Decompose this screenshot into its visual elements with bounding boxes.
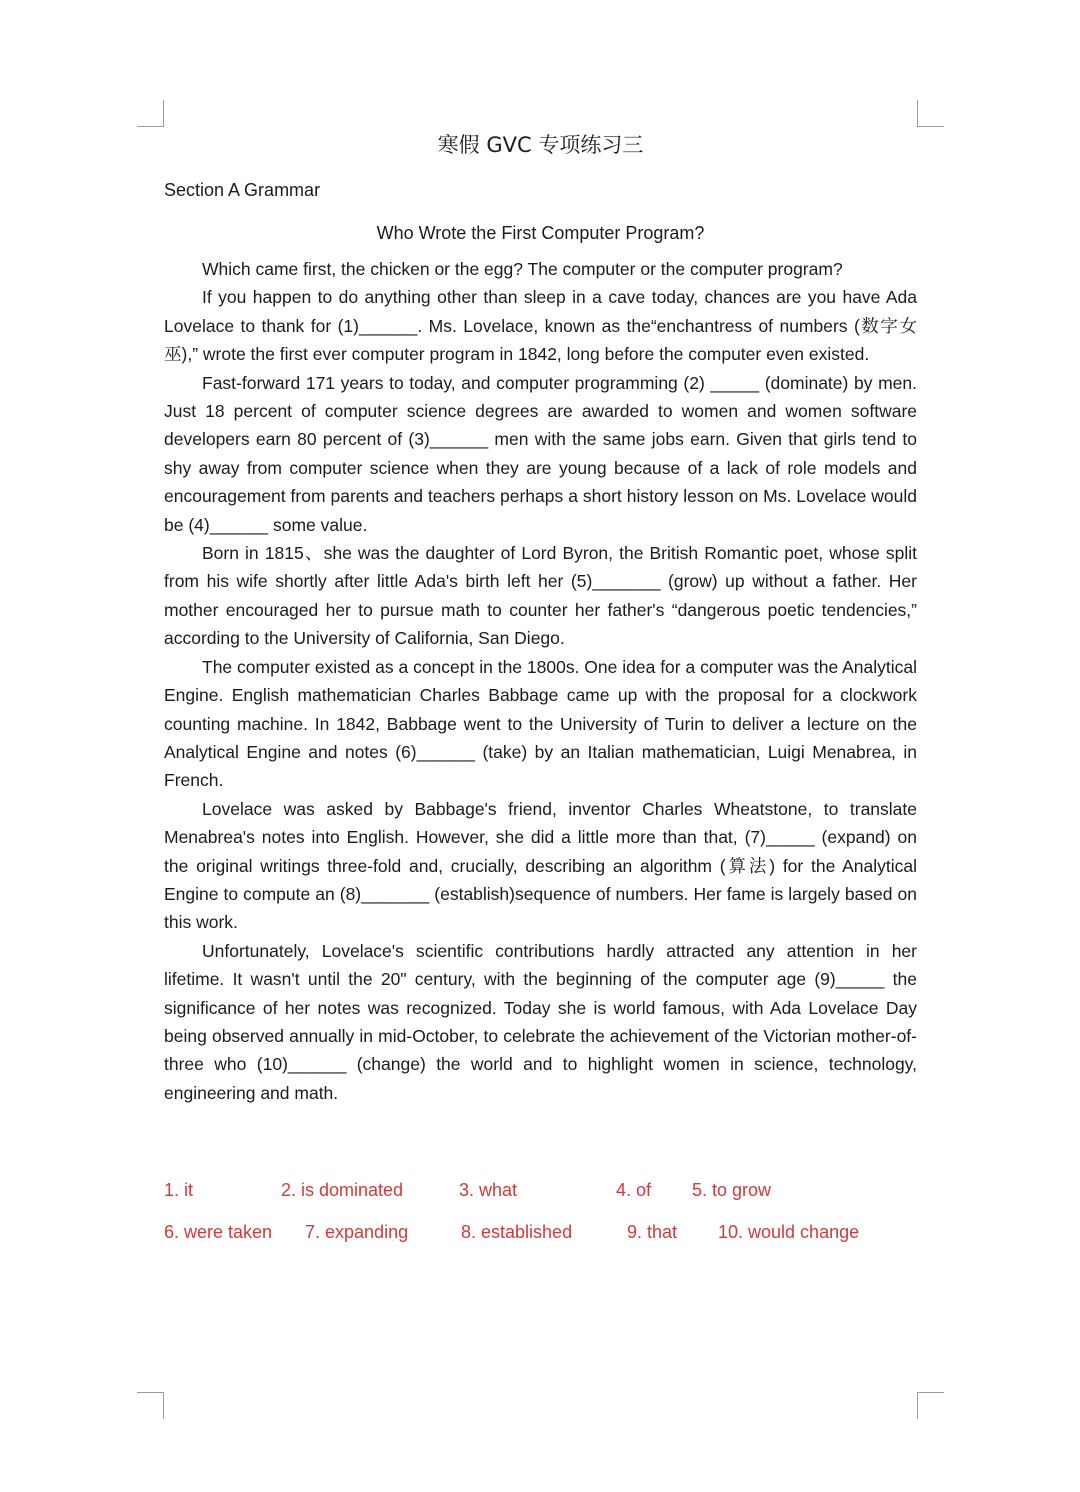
answer-8: 8. established [461, 1222, 573, 1242]
paragraph-3: Fast-forward 171 years to today, and computer programming (2) _____ (dominate) by men. Just 18 percent of computer science degrees are awarded to women and women software developers earn 80 percent of (3)______ men with the same jobs earn. Given that girls tend to shy away from computer science when they are young because of a lack of role models and encouragement from parents and teachers perhaps a short history lesson on Ms. Lovelace would be (4)______ some value. [164, 372, 917, 535]
answer-key [164, 1180, 924, 1264]
document-title: 寒假 GVC 专项练习三 [437, 133, 644, 157]
answer-9: 9. that [627, 1222, 678, 1242]
answer-row-1 [164, 1180, 924, 1222]
answer-5: 5. to grow [692, 1180, 772, 1200]
crop-mark-top-left [137, 100, 164, 127]
paragraph-4: Born in 1815、she was the daughter of Lord Byron, the British Romantic poet, whose split from his wife shortly after little Ada's birth left her (5)_______ (grow) up without a father. Her mother encouraged her to pursue math to counter her father's “dangerous poetic tendencies,” according to the University of California, San Diego. [164, 543, 917, 649]
paragraph-2: If you happen to do anything other than sleep in a cave today, chances are you have Ada Lovelace to thank for (1)______. Ms. Lovelace, known as the“enchantress of numbers (数字女巫),” wrote the first ever computer program in 1842, long before the computer even existed. [164, 287, 917, 365]
passage-title: Who Wrote the First Computer Program? [376, 223, 705, 243]
crop-mark-bottom-left [137, 1392, 164, 1419]
paragraph-5: The computer existed as a concept in the 1800s. One idea for a computer was the Analytical Engine. English mathematician Charles Babbage came up with the proposal for a clockwork counting machine. In 1842, Babbage went to the University of Turin to deliver a lecture on the Analytical Engine and notes (6)______ (take) by an Italian mathematician, Luigi Menabrea, in French. [164, 656, 917, 791]
answer-4: 4. of [616, 1180, 652, 1200]
paragraph-1: Which came first, the chicken or the egg? The computer or the computer program? [202, 259, 843, 279]
answer-row-2 [164, 1222, 924, 1264]
paragraph-7: Unfortunately, Lovelace's scientific contributions hardly attracted any attention in her lifetime. It wasn't until the 20" century, with the beginning of the computer age (9)_____ the significance of her notes was recognized. Today she is world famous, with Ada Lovelace Day being observed annually in mid-October, to celebrate the achievement of the Victorian mother-of-three who (10)______ (change) the world and to highlight women in science, technology, engineering and math. [164, 940, 917, 1103]
document-body [164, 128, 917, 1107]
answer-7: 7. expanding [305, 1222, 409, 1242]
paragraph-6: Lovelace was asked by Babbage's friend, inventor Charles Wheatstone, to translate Menabrea's notes into English. However, she did a little more than that, (7)_____ (expand) on the original writings three-fold and, crucially, describing an algorithm (算法) for the Analytical Engine to compute an (8)_______ (establish)sequence of numbers. Her fame is largely based on this work. [164, 798, 917, 933]
answer-1: 1. it [164, 1180, 194, 1200]
answer-3: 3. what [459, 1180, 518, 1200]
crop-mark-bottom-right [917, 1392, 944, 1419]
section-heading: Section A Grammar [164, 180, 321, 200]
answer-10: 10. would change [718, 1222, 860, 1242]
answer-6: 6. were taken [164, 1222, 273, 1242]
passage [164, 255, 917, 1107]
crop-mark-top-right [917, 100, 944, 127]
answer-2: 2. is dominated [281, 1180, 404, 1200]
